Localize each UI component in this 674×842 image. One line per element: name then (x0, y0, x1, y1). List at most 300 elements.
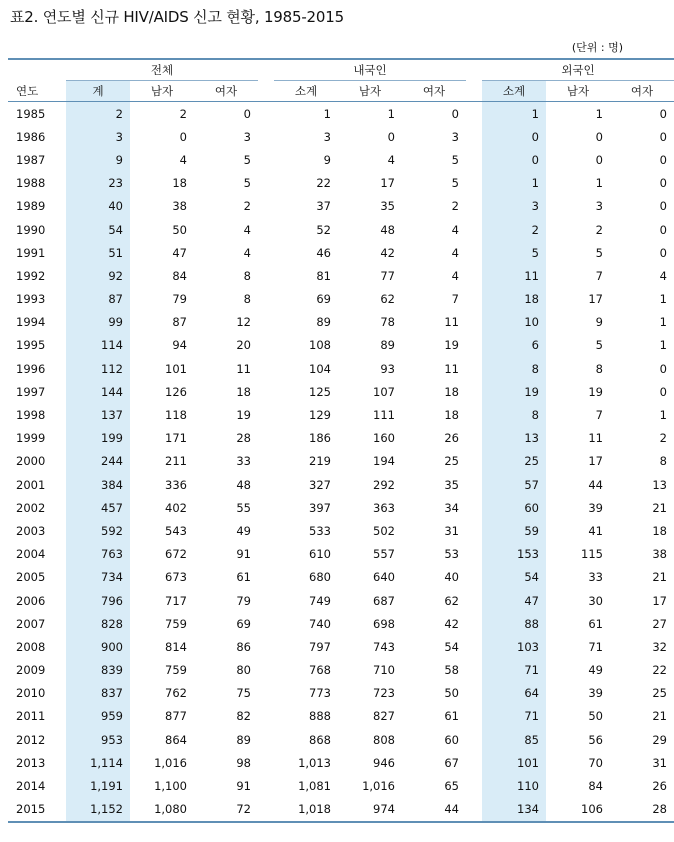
year-cell: 2003 (16, 523, 46, 538)
value-cell: 4 (243, 245, 251, 260)
value-cell: 759 (165, 616, 187, 631)
value-cell: 5 (482, 241, 546, 264)
year-cell: 2006 (16, 593, 46, 608)
value-cell: 65 (444, 779, 459, 794)
value-cell: 7 (595, 268, 603, 283)
value-cell: 211 (165, 454, 187, 469)
table-row (8, 682, 674, 705)
value-cell: 55 (236, 500, 251, 515)
table-row (8, 357, 674, 380)
value-cell: 0 (595, 152, 603, 167)
year-cell: 1993 (16, 292, 46, 307)
year-cell: 2013 (16, 755, 46, 770)
value-cell: 1,152 (66, 798, 130, 822)
year-cell: 1996 (16, 361, 46, 376)
value-cell: 54 (482, 566, 546, 589)
value-cell: 71 (482, 705, 546, 728)
value-cell: 7 (595, 408, 603, 423)
value-cell: 87 (66, 288, 130, 311)
value-cell: 3 (482, 195, 546, 218)
year-cell: 2010 (16, 686, 46, 701)
table-row (8, 195, 674, 218)
value-cell: 110 (482, 774, 546, 797)
value-cell: 9 (323, 152, 331, 167)
value-cell: 0 (659, 106, 667, 121)
value-cell: 9 (66, 148, 130, 171)
value-cell: 107 (373, 384, 395, 399)
value-cell: 39 (588, 500, 603, 515)
header-group-row (8, 59, 674, 81)
value-cell: 0 (659, 199, 667, 214)
value-cell: 38 (172, 199, 187, 214)
header-year: 연도 (8, 81, 66, 102)
value-cell: 50 (444, 686, 459, 701)
value-cell: 10 (482, 311, 546, 334)
value-cell: 35 (444, 477, 459, 492)
table-row (8, 148, 674, 171)
value-cell: 23 (66, 172, 130, 195)
value-cell: 759 (165, 663, 187, 678)
value-cell: 1 (659, 315, 667, 330)
value-cell: 19 (236, 408, 251, 423)
value-cell: 60 (444, 732, 459, 747)
value-cell: 5 (595, 338, 603, 353)
value-cell: 28 (236, 431, 251, 446)
value-cell: 37 (316, 199, 331, 214)
value-cell: 89 (236, 732, 251, 747)
value-cell: 134 (482, 798, 546, 822)
table-row (8, 635, 674, 658)
hiv-aids-table (8, 58, 674, 823)
value-cell: 864 (165, 732, 187, 747)
value-cell: 129 (309, 408, 331, 423)
value-cell: 1 (482, 172, 546, 195)
value-cell: 384 (66, 473, 130, 496)
value-cell: 0 (451, 106, 459, 121)
value-cell: 0 (659, 361, 667, 376)
value-cell: 900 (66, 635, 130, 658)
value-cell: 67 (444, 755, 459, 770)
value-cell: 84 (172, 268, 187, 283)
value-cell: 1,080 (130, 798, 194, 822)
table-row (8, 659, 674, 682)
value-cell: 48 (380, 222, 395, 237)
value-cell: 62 (444, 593, 459, 608)
value-cell: 3 (595, 199, 603, 214)
value-cell: 40 (66, 195, 130, 218)
value-cell: 108 (309, 338, 331, 353)
value-cell: 1,100 (154, 779, 187, 794)
value-cell: 64 (482, 682, 546, 705)
table-row (8, 612, 674, 635)
value-cell: 75 (236, 686, 251, 701)
table-body (8, 102, 674, 822)
value-cell: 194 (373, 454, 395, 469)
value-cell: 153 (482, 543, 546, 566)
value-cell: 13 (482, 427, 546, 450)
group-foreign: 외국인 (482, 59, 674, 81)
value-cell: 762 (165, 686, 187, 701)
value-cell: 44 (588, 477, 603, 492)
value-cell: 4 (451, 245, 459, 260)
value-cell: 219 (309, 454, 331, 469)
value-cell: 543 (165, 523, 187, 538)
value-cell: 0 (659, 176, 667, 191)
value-cell: 171 (165, 431, 187, 446)
value-cell: 868 (309, 732, 331, 747)
header-col: 여자 (194, 81, 258, 102)
table-row (8, 380, 674, 403)
value-cell: 32 (652, 639, 667, 654)
value-cell: 91 (236, 779, 251, 794)
value-cell: 50 (588, 709, 603, 724)
value-cell: 877 (165, 709, 187, 724)
value-cell: 89 (380, 338, 395, 353)
value-cell: 0 (659, 222, 667, 237)
value-cell: 26 (444, 431, 459, 446)
value-cell: 18 (236, 384, 251, 399)
table-row (8, 798, 674, 822)
value-cell: 17 (380, 176, 395, 191)
value-cell: 114 (66, 334, 130, 357)
value-cell: 734 (66, 566, 130, 589)
value-cell: 21 (652, 709, 667, 724)
value-cell: 199 (66, 427, 130, 450)
value-cell: 8 (659, 454, 667, 469)
year-cell: 1988 (16, 176, 46, 191)
value-cell: 953 (66, 728, 130, 751)
table-title: 표2. 연도별 신규 HIV/AIDS 신고 현황, 1985-2015 (10, 8, 344, 26)
header-column-row (8, 81, 674, 102)
table-row (8, 311, 674, 334)
year-cell: 1994 (16, 315, 46, 330)
value-cell: 827 (373, 709, 395, 724)
header-col: 남자 (130, 81, 194, 102)
value-cell: 1 (482, 102, 546, 126)
value-cell: 125 (309, 384, 331, 399)
table-row (8, 241, 674, 264)
table-row (8, 519, 674, 542)
value-cell: 1,016 (362, 779, 395, 794)
value-cell: 19 (482, 380, 546, 403)
value-cell: 12 (236, 315, 251, 330)
value-cell: 69 (236, 616, 251, 631)
year-cell: 1987 (16, 152, 46, 167)
value-cell: 89 (316, 315, 331, 330)
year-cell: 2001 (16, 477, 46, 492)
value-cell: 49 (236, 523, 251, 538)
value-cell: 99 (66, 311, 130, 334)
value-cell: 8 (243, 292, 251, 307)
table-row (8, 264, 674, 287)
value-cell: 104 (309, 361, 331, 376)
value-cell: 0 (659, 152, 667, 167)
header-blank (8, 59, 66, 81)
value-cell: 126 (165, 384, 187, 399)
year-cell: 1989 (16, 199, 46, 214)
year-cell: 2004 (16, 547, 46, 562)
value-cell: 4 (179, 152, 187, 167)
value-cell: 57 (482, 473, 546, 496)
value-cell: 41 (588, 523, 603, 538)
table-row (8, 473, 674, 496)
value-cell: 86 (236, 639, 251, 654)
value-cell: 98 (236, 755, 251, 770)
value-cell: 2 (482, 218, 546, 241)
value-cell: 2 (659, 431, 667, 446)
value-cell: 1 (323, 106, 331, 121)
table-row (8, 450, 674, 473)
value-cell: 0 (659, 129, 667, 144)
value-cell: 8 (482, 403, 546, 426)
value-cell: 3 (323, 129, 331, 144)
table-row (8, 403, 674, 426)
value-cell: 25 (482, 450, 546, 473)
value-cell: 85 (482, 728, 546, 751)
table-row (8, 496, 674, 519)
header-col: 남자 (338, 81, 402, 102)
value-cell: 29 (652, 732, 667, 747)
value-cell: 40 (444, 570, 459, 585)
value-cell: 5 (243, 176, 251, 191)
value-cell: 18 (172, 176, 187, 191)
value-cell: 740 (309, 616, 331, 631)
value-cell: 59 (482, 519, 546, 542)
year-cell: 1991 (16, 245, 46, 260)
value-cell: 88 (482, 612, 546, 635)
value-cell: 17 (652, 593, 667, 608)
value-cell: 92 (66, 264, 130, 287)
value-cell: 0 (595, 129, 603, 144)
value-cell: 62 (380, 292, 395, 307)
value-cell: 71 (482, 659, 546, 682)
value-cell: 47 (172, 245, 187, 260)
value-cell: 1,016 (154, 755, 187, 770)
value-cell: 61 (588, 616, 603, 631)
value-cell: 33 (588, 570, 603, 585)
value-cell: 680 (309, 570, 331, 585)
value-cell: 0 (387, 129, 395, 144)
value-cell: 1,013 (298, 755, 331, 770)
value-cell: 49 (588, 663, 603, 678)
value-cell: 4 (659, 268, 667, 283)
value-cell: 1 (387, 106, 395, 121)
value-cell: 4 (387, 152, 395, 167)
value-cell: 1,191 (66, 774, 130, 797)
value-cell: 888 (309, 709, 331, 724)
year-cell: 2008 (16, 639, 46, 654)
value-cell: 11 (444, 361, 459, 376)
value-cell: 5 (243, 152, 251, 167)
value-cell: 502 (373, 523, 395, 538)
value-cell: 25 (652, 686, 667, 701)
value-cell: 743 (373, 639, 395, 654)
table-row (8, 125, 674, 148)
value-cell: 710 (373, 663, 395, 678)
value-cell: 673 (165, 570, 187, 585)
year-cell: 1986 (16, 129, 46, 144)
value-cell: 25 (444, 454, 459, 469)
value-cell: 35 (380, 199, 395, 214)
value-cell: 336 (165, 477, 187, 492)
header-col: 소계 (482, 81, 546, 102)
value-cell: 31 (444, 523, 459, 538)
value-cell: 0 (243, 106, 251, 121)
value-cell: 592 (66, 519, 130, 542)
value-cell: 292 (373, 477, 395, 492)
value-cell: 837 (66, 682, 130, 705)
value-cell: 1,114 (66, 751, 130, 774)
value-cell: 71 (588, 639, 603, 654)
value-cell: 244 (66, 450, 130, 473)
value-cell: 93 (380, 361, 395, 376)
value-cell: 808 (373, 732, 395, 747)
value-cell: 717 (165, 593, 187, 608)
value-cell: 8 (482, 357, 546, 380)
year-cell: 2011 (16, 709, 46, 724)
value-cell: 763 (66, 543, 130, 566)
value-cell: 18 (482, 288, 546, 311)
value-cell: 78 (380, 315, 395, 330)
table-row (8, 334, 674, 357)
value-cell: 22 (316, 176, 331, 191)
value-cell: 5 (451, 176, 459, 191)
year-cell: 1999 (16, 431, 46, 446)
value-cell: 2 (179, 106, 187, 121)
value-cell: 0 (659, 384, 667, 399)
value-cell: 18 (444, 384, 459, 399)
value-cell: 87 (172, 315, 187, 330)
value-cell: 397 (309, 500, 331, 515)
value-cell: 70 (588, 755, 603, 770)
value-cell: 22 (652, 663, 667, 678)
value-cell: 118 (165, 408, 187, 423)
table-row (8, 705, 674, 728)
value-cell: 610 (309, 547, 331, 562)
value-cell: 687 (373, 593, 395, 608)
value-cell: 814 (165, 639, 187, 654)
value-cell: 749 (309, 593, 331, 608)
value-cell: 557 (373, 547, 395, 562)
value-cell: 58 (444, 663, 459, 678)
value-cell: 2 (595, 222, 603, 237)
value-cell: 42 (380, 245, 395, 260)
value-cell: 773 (309, 686, 331, 701)
value-cell: 81 (316, 268, 331, 283)
value-cell: 52 (316, 222, 331, 237)
value-cell: 17 (588, 292, 603, 307)
header-col: 여자 (610, 81, 674, 102)
value-cell: 112 (66, 357, 130, 380)
table-row (8, 218, 674, 241)
value-cell: 115 (581, 547, 603, 562)
value-cell: 6 (482, 334, 546, 357)
value-cell: 50 (172, 222, 187, 237)
year-cell: 1997 (16, 384, 46, 399)
value-cell: 828 (66, 612, 130, 635)
value-cell: 51 (66, 241, 130, 264)
value-cell: 21 (652, 570, 667, 585)
value-cell: 797 (309, 639, 331, 654)
value-cell: 94 (172, 338, 187, 353)
value-cell: 60 (482, 496, 546, 519)
year-cell: 1992 (16, 268, 46, 283)
value-cell: 106 (546, 798, 610, 822)
value-cell: 48 (236, 477, 251, 492)
header-col: 계 (66, 81, 130, 102)
value-cell: 1 (595, 106, 603, 121)
value-cell: 77 (380, 268, 395, 283)
value-cell: 768 (309, 663, 331, 678)
value-cell: 3 (243, 129, 251, 144)
table-row (8, 172, 674, 195)
value-cell: 327 (309, 477, 331, 492)
value-cell: 1 (659, 338, 667, 353)
value-cell: 363 (373, 500, 395, 515)
table-row (8, 543, 674, 566)
year-cell: 2015 (8, 798, 66, 822)
group-total: 전체 (66, 59, 258, 81)
value-cell: 4 (243, 222, 251, 237)
value-cell: 69 (316, 292, 331, 307)
value-cell: 61 (236, 570, 251, 585)
value-cell: 84 (588, 779, 603, 794)
value-cell: 3 (451, 129, 459, 144)
value-cell: 19 (588, 384, 603, 399)
value-cell: 5 (595, 245, 603, 260)
value-cell: 144 (66, 380, 130, 403)
value-cell: 5 (451, 152, 459, 167)
value-cell: 33 (236, 454, 251, 469)
table-row (8, 774, 674, 797)
value-cell: 11 (482, 264, 546, 287)
value-cell: 2 (66, 102, 130, 126)
header-col: 남자 (546, 81, 610, 102)
value-cell: 39 (588, 686, 603, 701)
value-cell: 53 (444, 547, 459, 562)
value-cell: 839 (66, 659, 130, 682)
value-cell: 82 (236, 709, 251, 724)
value-cell: 19 (444, 338, 459, 353)
year-cell: 1985 (16, 106, 46, 121)
value-cell: 9 (595, 315, 603, 330)
value-cell: 7 (451, 292, 459, 307)
year-cell: 2014 (16, 779, 46, 794)
value-cell: 2 (243, 199, 251, 214)
value-cell: 0 (482, 148, 546, 171)
value-cell: 91 (236, 547, 251, 562)
year-cell: 2000 (16, 454, 46, 469)
value-cell: 34 (444, 500, 459, 515)
year-cell: 2012 (16, 732, 46, 747)
value-cell: 640 (373, 570, 395, 585)
value-cell: 0 (179, 129, 187, 144)
value-cell: 79 (236, 593, 251, 608)
value-cell: 3 (66, 125, 130, 148)
year-cell: 2009 (16, 663, 46, 678)
value-cell: 8 (243, 268, 251, 283)
year-cell: 1995 (16, 338, 46, 353)
value-cell: 1 (659, 292, 667, 307)
table-row (8, 589, 674, 612)
value-cell: 46 (316, 245, 331, 260)
value-cell: 30 (588, 593, 603, 608)
table-row (8, 728, 674, 751)
value-cell: 959 (66, 705, 130, 728)
value-cell: 56 (588, 732, 603, 747)
value-cell: 54 (66, 218, 130, 241)
value-cell: 17 (588, 454, 603, 469)
